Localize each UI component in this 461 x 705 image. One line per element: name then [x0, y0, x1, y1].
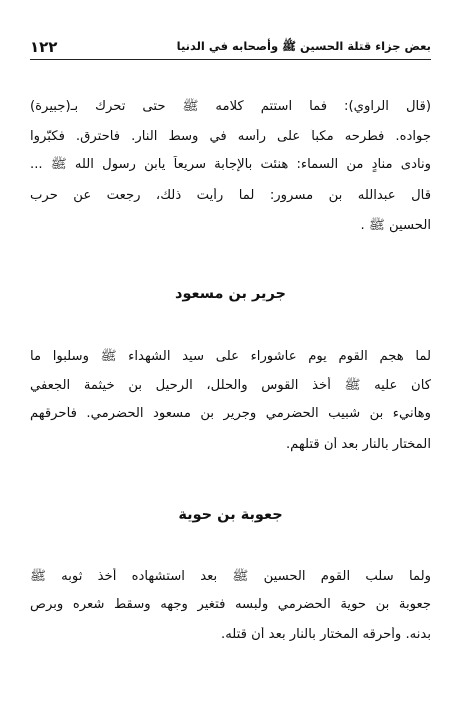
paragraph-line: جعوبة بن حوية الحضرمي ولبسه فتغير وجهه وسقط شعره وبرص: [30, 597, 431, 612]
paragraph-line: ولما سلب القوم الحسين ﷺ بعد استشهاده أخذ ثوبه ﷺ: [30, 569, 431, 584]
paragraph-line: كان عليه ﷺ أخذ القوس والحلل، الرحيل بن خيثمة الجعفي: [30, 378, 431, 393]
paragraph-line: قال عبدالله بن مسرور: لما رأيت ذلك، رجعت عن حرب: [30, 188, 431, 203]
page-header: [30, 30, 431, 60]
section-heading: جرير بن مسعود: [175, 286, 286, 302]
running-title: بعض جزاء قتلة الحسين ﷺ وأصحابه في الدنيا: [176, 39, 431, 53]
paragraph-line: (قال الراوي): فما استتم كلامه ﷺ حتى تحرك بـ(جبيرة): [30, 99, 431, 114]
paragraph-line: وهانيء بن شبيب الحضرمي وجرير بن مسعود الحضرمي. فأحرقهم: [30, 406, 431, 421]
paragraph-line: المختار بالنار بعد أن قتلهم.: [285, 437, 431, 452]
paragraph-line: بدنه. وأحرقه المختار بالنار بعد أن قتله.: [221, 627, 431, 642]
paragraph-line: لما هجم القوم يوم عاشوراء على سيد الشهداء ﷺ وسلبوا ما: [30, 349, 431, 364]
paragraph-line: الحسين ﷺ .: [360, 218, 431, 233]
paragraph-line: جواده. فطرحه مكباً على رأسه في وسط النار. فاحترق. فكبّروا: [30, 129, 431, 144]
paragraph-line: ونادى منادٍ من السماء: هنئت بالإجابة سريعاً يابن رسول الله ﷺ ...: [30, 157, 431, 172]
page-number: ١٢٢: [30, 38, 58, 56]
section-heading: جعوبة بن حوية: [178, 507, 283, 523]
